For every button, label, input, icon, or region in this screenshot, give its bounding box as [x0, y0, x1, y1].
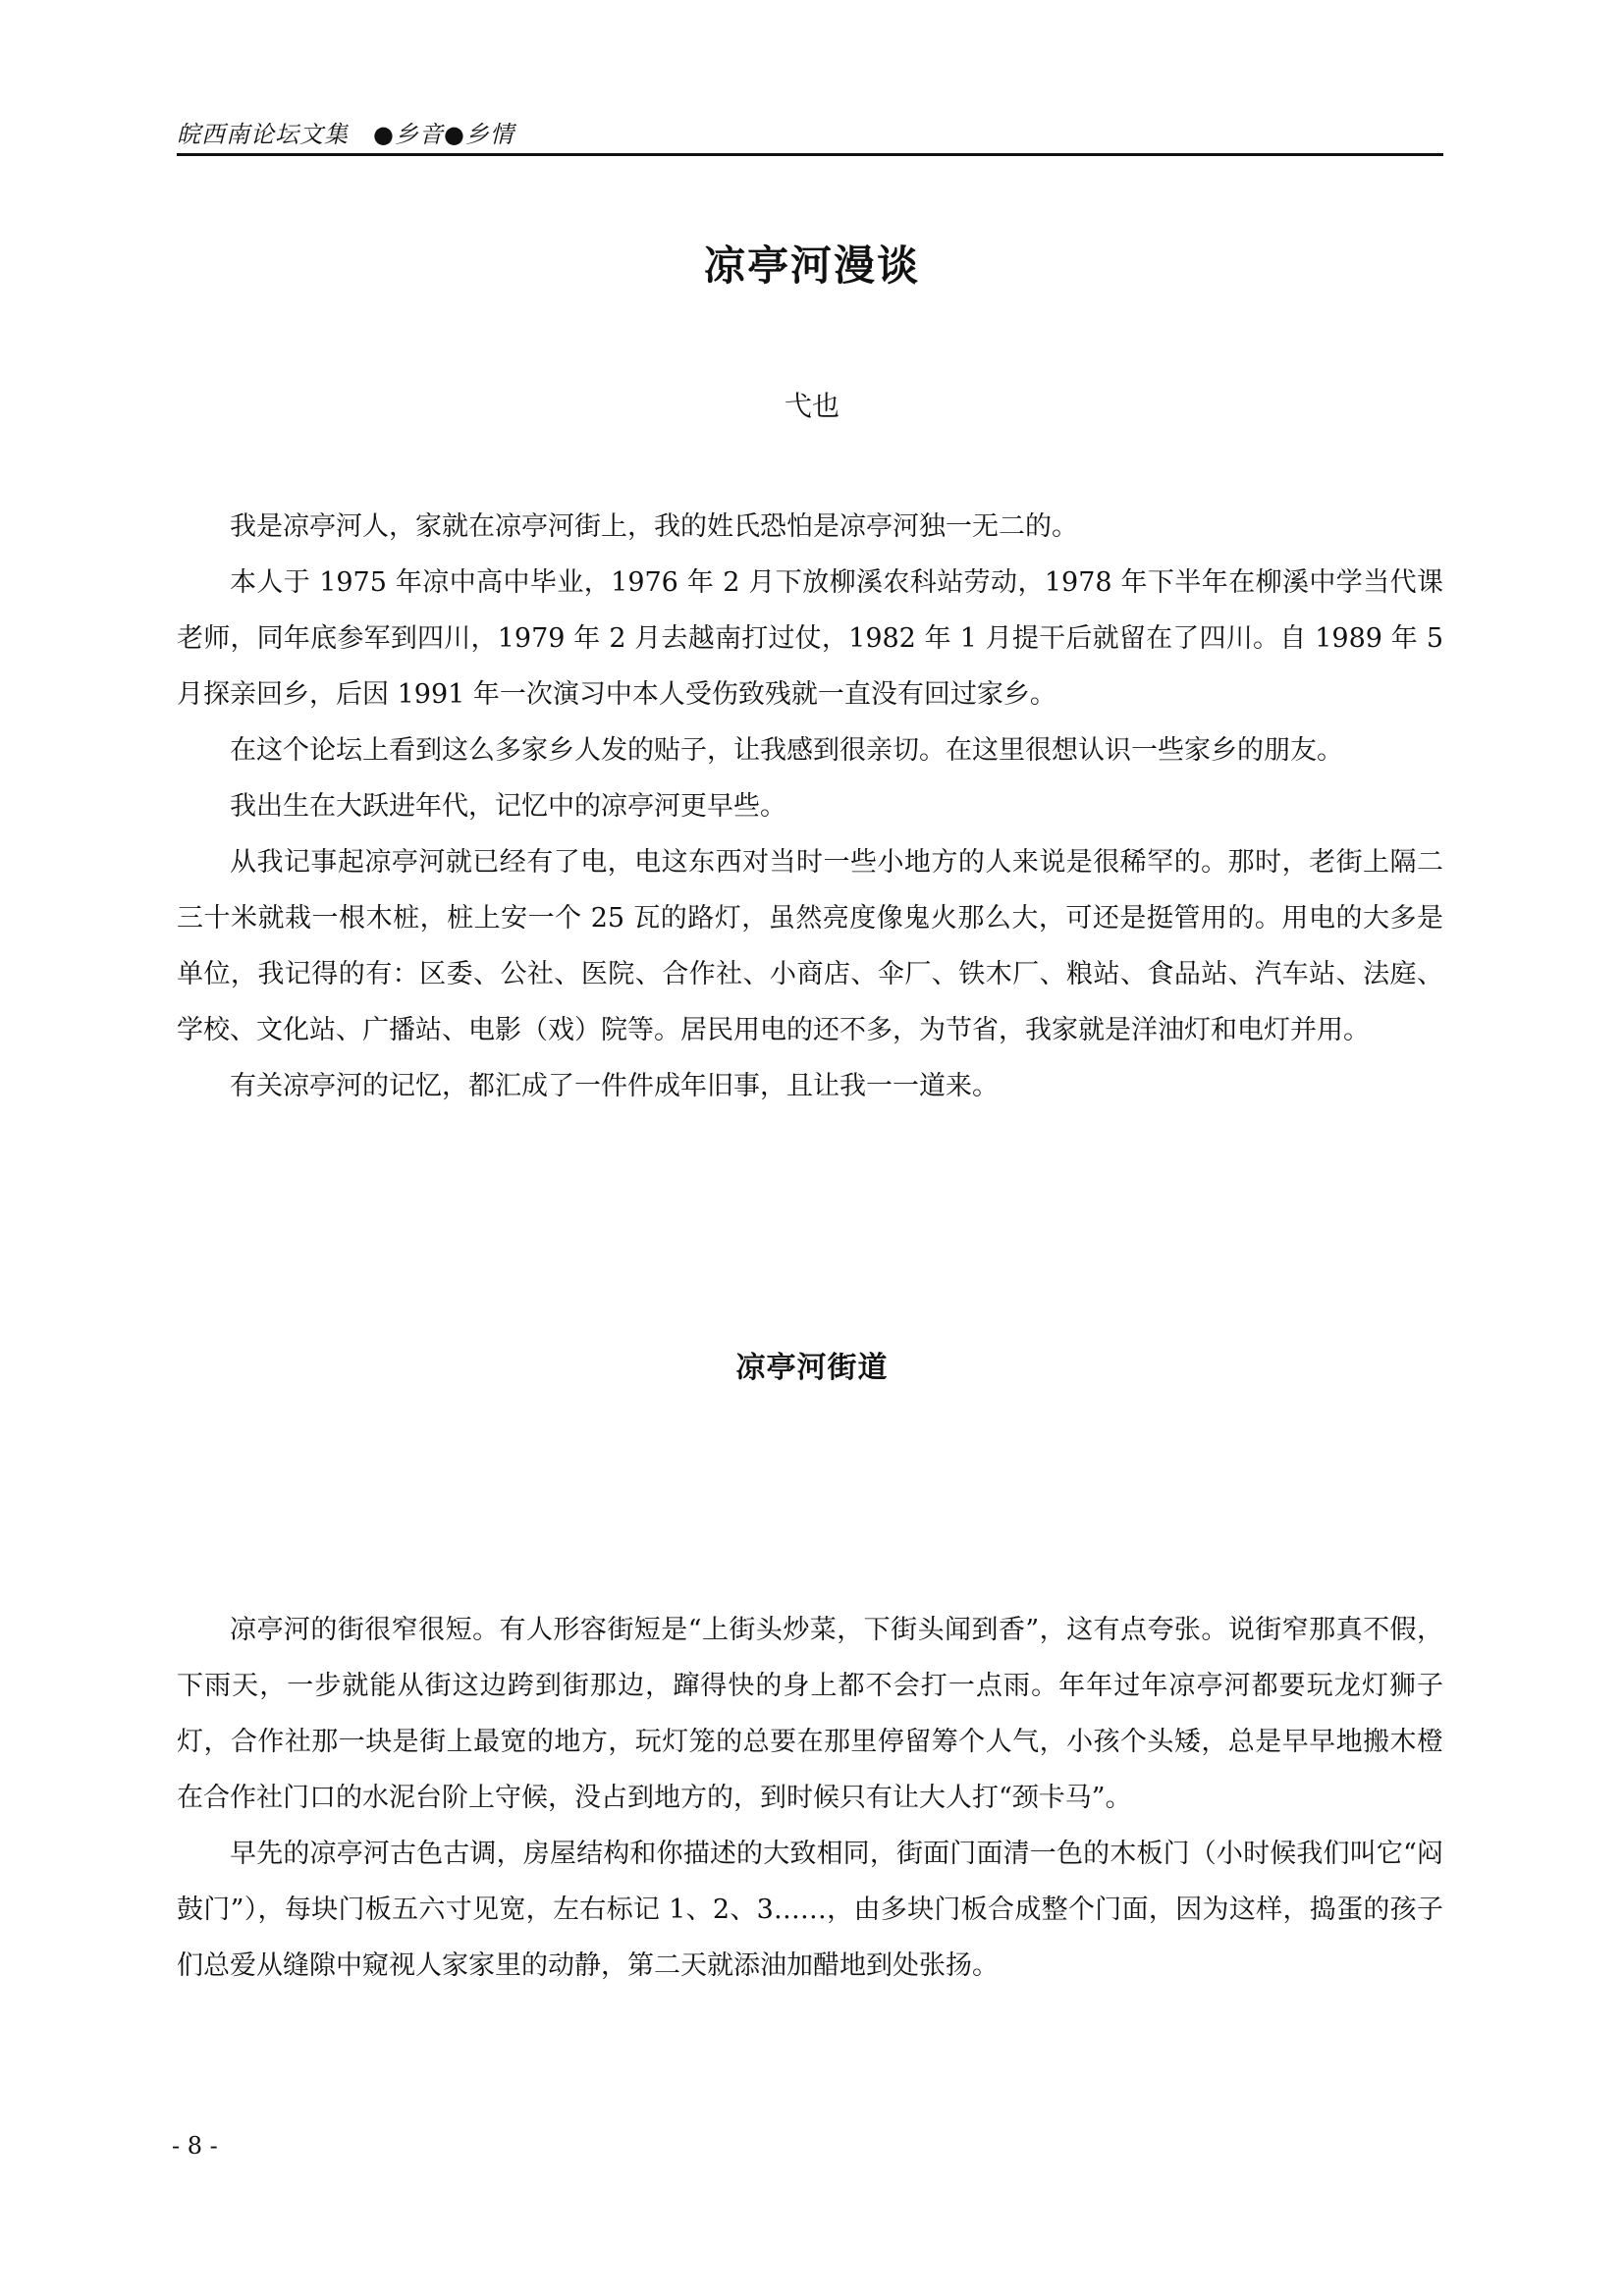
paragraph: 我出生在大跃进年代，记忆中的凉亭河更早些。: [230, 791, 786, 822]
paragraph: 本人于 1975 年凉中高中毕业，1976 年 2 月下放柳溪农科站劳动，1978 年下半年在柳溪中学当代课老师，同年底参军到四川，1979 年 2 月去越南打过仗，1982 年 1 月提干后就留在了四川。自 1989 年 5 月探亲回乡，后因 1991 年一次演习中本人受伤致残就一直没有回过家乡。: [177, 567, 1443, 710]
paragraph: 早先的凉亭河古色古调，房屋结构和你描述的大致相同，街面门面清一色的木板门（小时候我们叫它“闷鼓门”），每块门板五六寸见宽，左右标记 1、2、3……，由多块门板合成整个门面，因为这样，捣蛋的孩子们总爱从缝隙中窥视人家家里的动静，第二天就添油加醋地到处张扬。: [177, 1839, 1443, 1981]
article-title: 凉亭河漫谈: [703, 241, 920, 290]
section-heading: 凉亭河街道: [735, 1351, 889, 1385]
section-text-block: [177, 1602, 1443, 1994]
article-author: 弋也: [784, 390, 839, 422]
paragraph: 我是凉亭河人，家就在凉亭河街上，我的姓氏恐怕是凉亭河独一无二的。: [230, 511, 1078, 542]
page-number: - 8 -: [172, 2132, 218, 2160]
paragraph: 从我记事起凉亭河就已经有了电，电这东西对当时一些小地方的人来说是很稀罕的。那时，老街上隔二三十米就栽一根木桩，桩上安一个 25 瓦的路灯，虽然亮度像鬼火那么大，可还是挺管用的。用电的大多是单位，我记得的有：区委、公社、医院、合作社、小商店、伞厂、铁木厂、粮站、食品站、汽车站、法庭、学校、文化站、广播站、电影（戏）院等。居民用电的还不多，为节省，我家就是洋油灯和电灯并用。: [177, 847, 1443, 1045]
paragraph: 凉亭河的街很窄很短。有人形容街短是“上街头炒菜，下街头闻到香”，这有点夸张。说街窄那真不假，下雨天，一步就能从街这边跨到街那边，蹿得快的身上都不会打一点雨。年年过年凉亭河都要玩龙灯狮子灯，合作社那一块是街上最宽的地方，玩灯笼的总要在那里停留筹个人气，小孩个头矮，总是早早地搬木橙在合作社门口的水泥台阶上守候，没占到地方的，到时候只有让大人打“颈卡马”。: [177, 1615, 1443, 1813]
paragraph: 有关凉亭河的记忆，都汇成了一件件成年旧事，且让我一一道来。: [230, 1071, 999, 1101]
running-header: [177, 110, 1443, 156]
intro-text-block: [177, 499, 1443, 1114]
paragraph: 在这个论坛上看到这么多家乡人发的贴子，让我感到很亲切。在这里很想认识一些家乡的朋友。: [230, 735, 1343, 766]
running-header-text: 皖西南论坛文集 ●乡音●乡情: [177, 121, 514, 148]
